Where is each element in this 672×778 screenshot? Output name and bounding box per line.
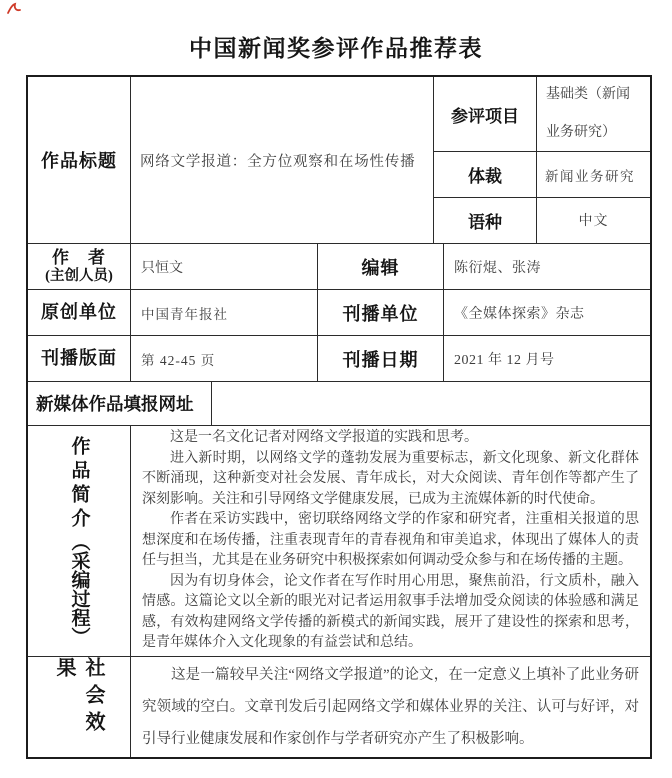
row-social-effect <box>28 657 650 757</box>
intro-paragraph: 这是一名文化记者对网络文学报道的实践和思考。 <box>170 430 478 445</box>
publish-page-value: 第 42-45 页 <box>131 336 318 381</box>
page-title: 中国新闻奖参评作品推荐表 <box>189 36 483 61</box>
entry-category-value: 基础类（新闻业务研究） <box>546 87 630 140</box>
editor-label: 编辑 <box>318 244 444 289</box>
row-page-date <box>28 336 650 382</box>
language-label: 语种 <box>434 198 537 243</box>
intro-label-main: 作品简介 <box>68 436 90 532</box>
publish-unit-label: 刊播单位 <box>318 290 444 335</box>
intro-label-sub: （采编过程） <box>68 532 90 646</box>
social-effect-label: 社会效果 <box>28 657 131 757</box>
intro-paragraph: 进入新时期，以网络文学的蓬勃发展为重要标志，新文化现象、新文化群体不断涌现，这种新变对社会发展、青年成长，对大众阅读、青年创作等都产生了深刻影响。关注和引导网络文学健康发展，已成为主流媒体新的时代使命。 <box>142 450 639 507</box>
row-new-media-url <box>28 382 650 426</box>
author-value: 只恒文 <box>131 244 318 289</box>
intro-paragraph: 作者在采访实践中，密切联络网络文学的作家和研究者，注重相关报道的思想深度和在场传播，注重表现青年的青春视角和审美追求，体现出了媒体人的责任与担当，尤其是在业务研究中积极探索如何调动受众参与和在场传播的主题。 <box>142 512 639 568</box>
category-block <box>434 77 650 243</box>
red-pen-mark-icon <box>6 2 22 16</box>
publish-date-label: 刊播日期 <box>318 336 444 381</box>
genre-value: 新闻业务研究 <box>545 168 635 184</box>
intro-label <box>28 426 131 656</box>
author-label: 作 者 (主创人员) <box>28 244 131 289</box>
entry-category-label: 参评项目 <box>434 77 537 151</box>
language-value: 中文 <box>578 214 609 230</box>
new-media-url-value <box>212 382 650 425</box>
row-units <box>28 290 650 336</box>
social-effect-text: 这是一篇较早关注“网络文学报道”的论文，在一定意义上填补了此业务研究领域的空白。文章刊发后引起网络文学和媒体业界的关注、认可与好评，对引导行业健康发展和作家创作与学者研究亦产生了积极影响。 <box>142 667 639 747</box>
work-title-value: 网络文学报道：全方位观察和在场性传播 <box>131 77 434 243</box>
row-author-editor <box>28 244 650 290</box>
work-title-label: 作品标题 <box>28 77 131 243</box>
editor-value: 陈衍焜、张涛 <box>454 260 541 276</box>
original-unit-label: 原创单位 <box>28 290 131 335</box>
original-unit-value: 中国青年报社 <box>131 290 318 335</box>
publish-date-value: 2021 年 12 月号 <box>454 352 555 368</box>
publish-page-label: 刊播版面 <box>28 336 131 381</box>
row-work-title <box>28 77 650 244</box>
intro-paragraph: 因为有切身体会，论文作者在写作时用心用思，聚焦前沿，行文质朴，融入情感。这篇论文以全新的眼光对记者运用叙事手法增加受众阅读的体验感和满足感，有效构建网络文学传播的新模式的新闻实践，展开了建设性的探索和思考，是青年媒体介入文化现象的有益尝试和总结。 <box>142 573 639 650</box>
intro-text <box>131 426 650 656</box>
new-media-url-label: 新媒体作品填报网址 <box>28 382 212 425</box>
publish-unit-value: 《全媒体探索》杂志 <box>454 306 585 322</box>
row-intro <box>28 426 650 657</box>
recommendation-form-table <box>26 75 652 759</box>
genre-label: 体裁 <box>434 152 537 197</box>
